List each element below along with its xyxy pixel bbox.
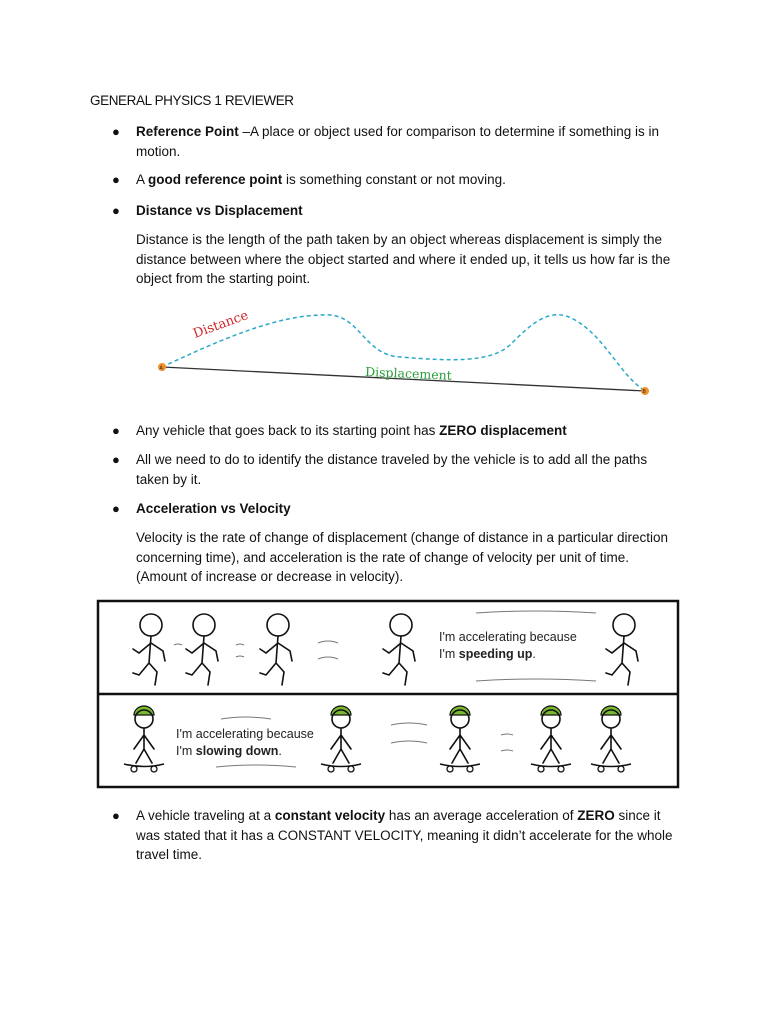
bullet-dot: ● xyxy=(112,172,120,187)
bullet-dot: ● xyxy=(112,501,120,516)
caption-text-run: I'm xyxy=(176,744,196,758)
term-zero: ZERO xyxy=(577,808,615,823)
caption-text-run: . xyxy=(278,744,282,758)
caption-speeding-up: speeding up xyxy=(458,647,533,661)
list-item-acceleration-vs-velocity xyxy=(136,499,681,519)
caption-slowing-line2 xyxy=(176,744,282,758)
list-item-reference-point xyxy=(136,122,681,161)
definition-text: –A place or object used for comparison to determine if something is in motion. xyxy=(136,124,660,159)
text-run: Any vehicle that goes back to its starting point has xyxy=(136,423,440,438)
paragraph-distance: Distance is the length of the path taken by an object whereas displacement is simply the distance between where the object started and where it ended up, it tells us how far is the object from the starting point. xyxy=(136,232,671,286)
acceleration-cartoon-figure xyxy=(96,595,682,793)
displacement-label: Displacement xyxy=(364,364,453,383)
term-good-reference-point: good reference point xyxy=(148,172,283,187)
term-zero-displacement: ZERO displacement xyxy=(439,423,567,438)
list-item-constant-velocity xyxy=(136,806,681,865)
list-item-distance-vs-displacement xyxy=(136,201,681,221)
bullet-dot: ● xyxy=(112,808,120,823)
distance-label: Distance xyxy=(191,307,251,342)
page-title: GENERAL PHYSICS 1 REVIEWER xyxy=(90,93,294,108)
list-item-add-paths: All we need to do to identify the distance traveled by the vehicle is to add all the paths taken by it. xyxy=(136,452,648,487)
caption-slowing-line1: I'm accelerating because xyxy=(176,727,314,741)
text-run: since it was stated that it has a CONSTANT VELOCITY, meaning it didn’t accelerate for the whole travel time. xyxy=(136,808,673,862)
text-run: is something constant or not moving. xyxy=(282,172,506,187)
paragraph-velocity: Velocity is the rate of change of displacement (change of distance in a particular direction concerning time), and acceleration is the rate of change of velocity per unit of time. (Amount of increase or decrease in velocity). xyxy=(136,530,669,584)
bullet-dot: ● xyxy=(112,124,120,139)
caption-text-run: . xyxy=(532,647,536,661)
caption-speeding-line1: I'm accelerating because xyxy=(439,630,577,644)
caption-text-run: I'm xyxy=(439,647,459,661)
list-item-zero-displacement xyxy=(136,421,681,441)
heading-distance-vs-displacement: Distance vs Displacement xyxy=(136,203,303,218)
list-item-good-reference xyxy=(136,170,681,190)
bullet-dot: ● xyxy=(112,203,120,218)
term-reference-point: Reference Point xyxy=(136,124,239,139)
caption-speeding-line2 xyxy=(439,647,536,661)
text-run: A vehicle traveling at a xyxy=(136,808,275,823)
text-run: A xyxy=(136,172,149,187)
heading-acceleration-vs-velocity: Acceleration vs Velocity xyxy=(136,501,291,516)
distance-displacement-figure xyxy=(150,305,660,400)
bullet-dot: ● xyxy=(112,423,120,438)
caption-slowing-down: slowing down xyxy=(195,744,279,758)
term-constant-velocity: constant velocity xyxy=(274,808,386,823)
point-b-label: B xyxy=(642,389,646,395)
text-run: has an average acceleration of xyxy=(385,808,578,823)
point-a-label: A xyxy=(159,365,163,372)
bullet-dot: ● xyxy=(112,452,120,467)
